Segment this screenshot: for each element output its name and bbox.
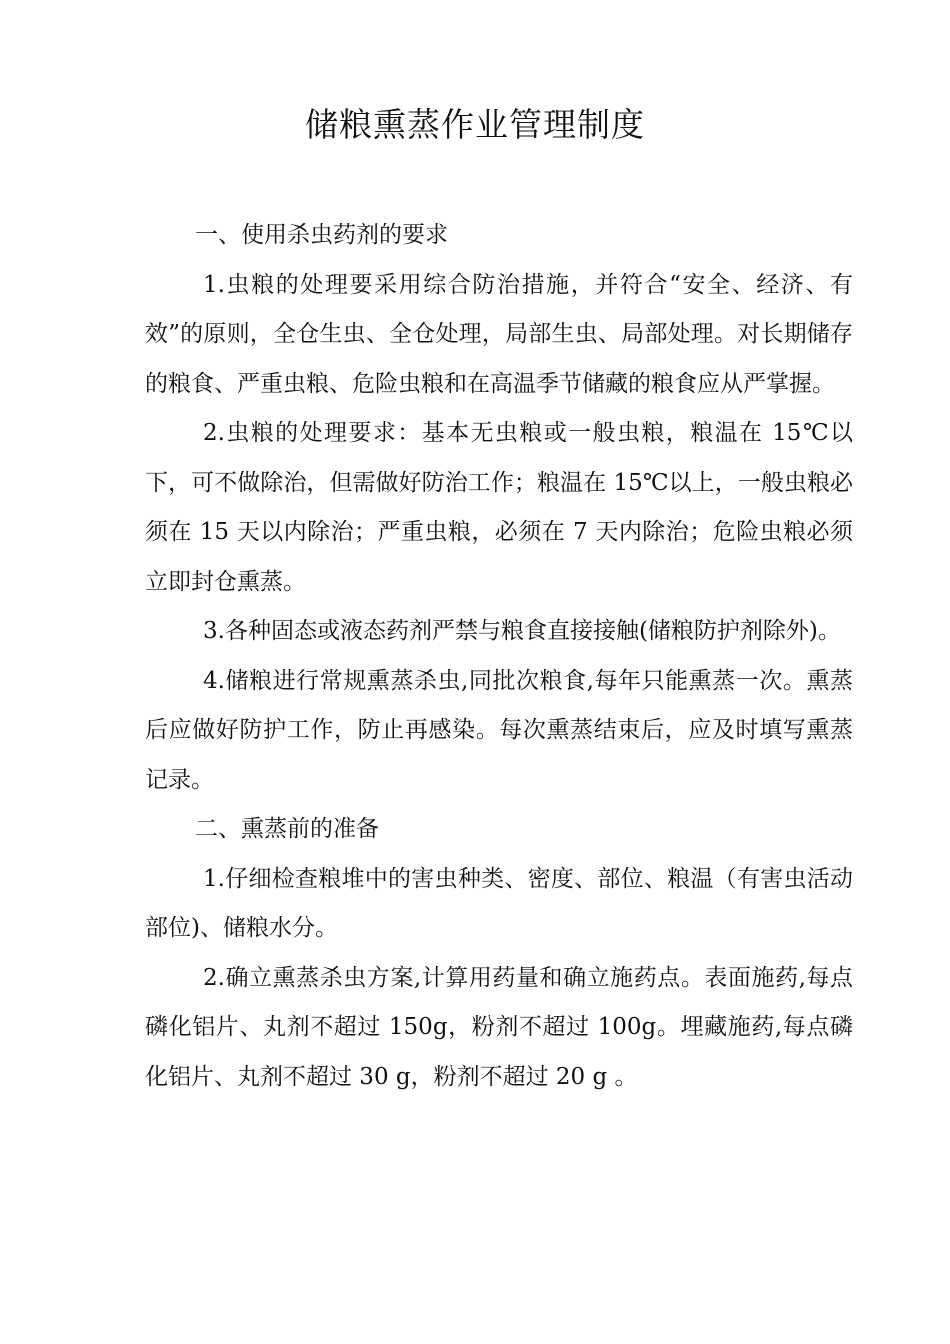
paragraph: 1.仔细检查粮堆中的害虫种类、密度、部位、粮温（有害虫活动部位)、储粮水分。 [145,865,853,941]
document-body [145,211,853,1102]
paragraph: 2.确立熏蒸杀虫方案,计算用药量和确立施药点。表面施药,每点磷化铝片、丸剂不超过 150g，粉剂不超过 100g。埋藏施药,每点磷化铝片、丸剂不超过 30 g，粉剂不超过 20 g 。 [145,964,853,1090]
section-heading: 二、熏蒸前的准备 [195,816,379,842]
section-fumigation-preparation [145,805,853,1102]
paragraph: 1.虫粮的处理要采用综合防治措施，并符合“安全、经济、有效”的原则，全仓生虫、全仓处理，局部生虫、局部处理。对长期储存的粮食、严重虫粮、危险虫粮和在高温季节储藏的粮食应从严掌握。 [145,271,853,397]
paragraph: 2.虫粮的处理要求：基本无虫粮或一般虫粮，粮温在 15℃以下，可不做除治，但需做好防治工作；粮温在 15℃以上，一般虫粮必须在 15 天以内除治；严重虫粮，必须在 7 天内除治；危险虫粮必须立即封仓熏蒸。 [145,420,853,595]
section-heading: 一、使用杀虫药剂的要求 [195,222,448,248]
section-pesticide-requirements [145,211,853,805]
paragraph: 4.储粮进行常规熏蒸杀虫,同批次粮食,每年只能熏蒸一次。熏蒸后应做好防护工作，防止再感染。每次熏蒸结束后，应及时填写熏蒸记录。 [145,667,853,793]
paragraph: 3.各种固态或液态药剂严禁与粮食直接接触(储粮防护剂除外)。 [203,618,841,644]
document-title: 储粮熏蒸作业管理制度 [305,105,645,144]
